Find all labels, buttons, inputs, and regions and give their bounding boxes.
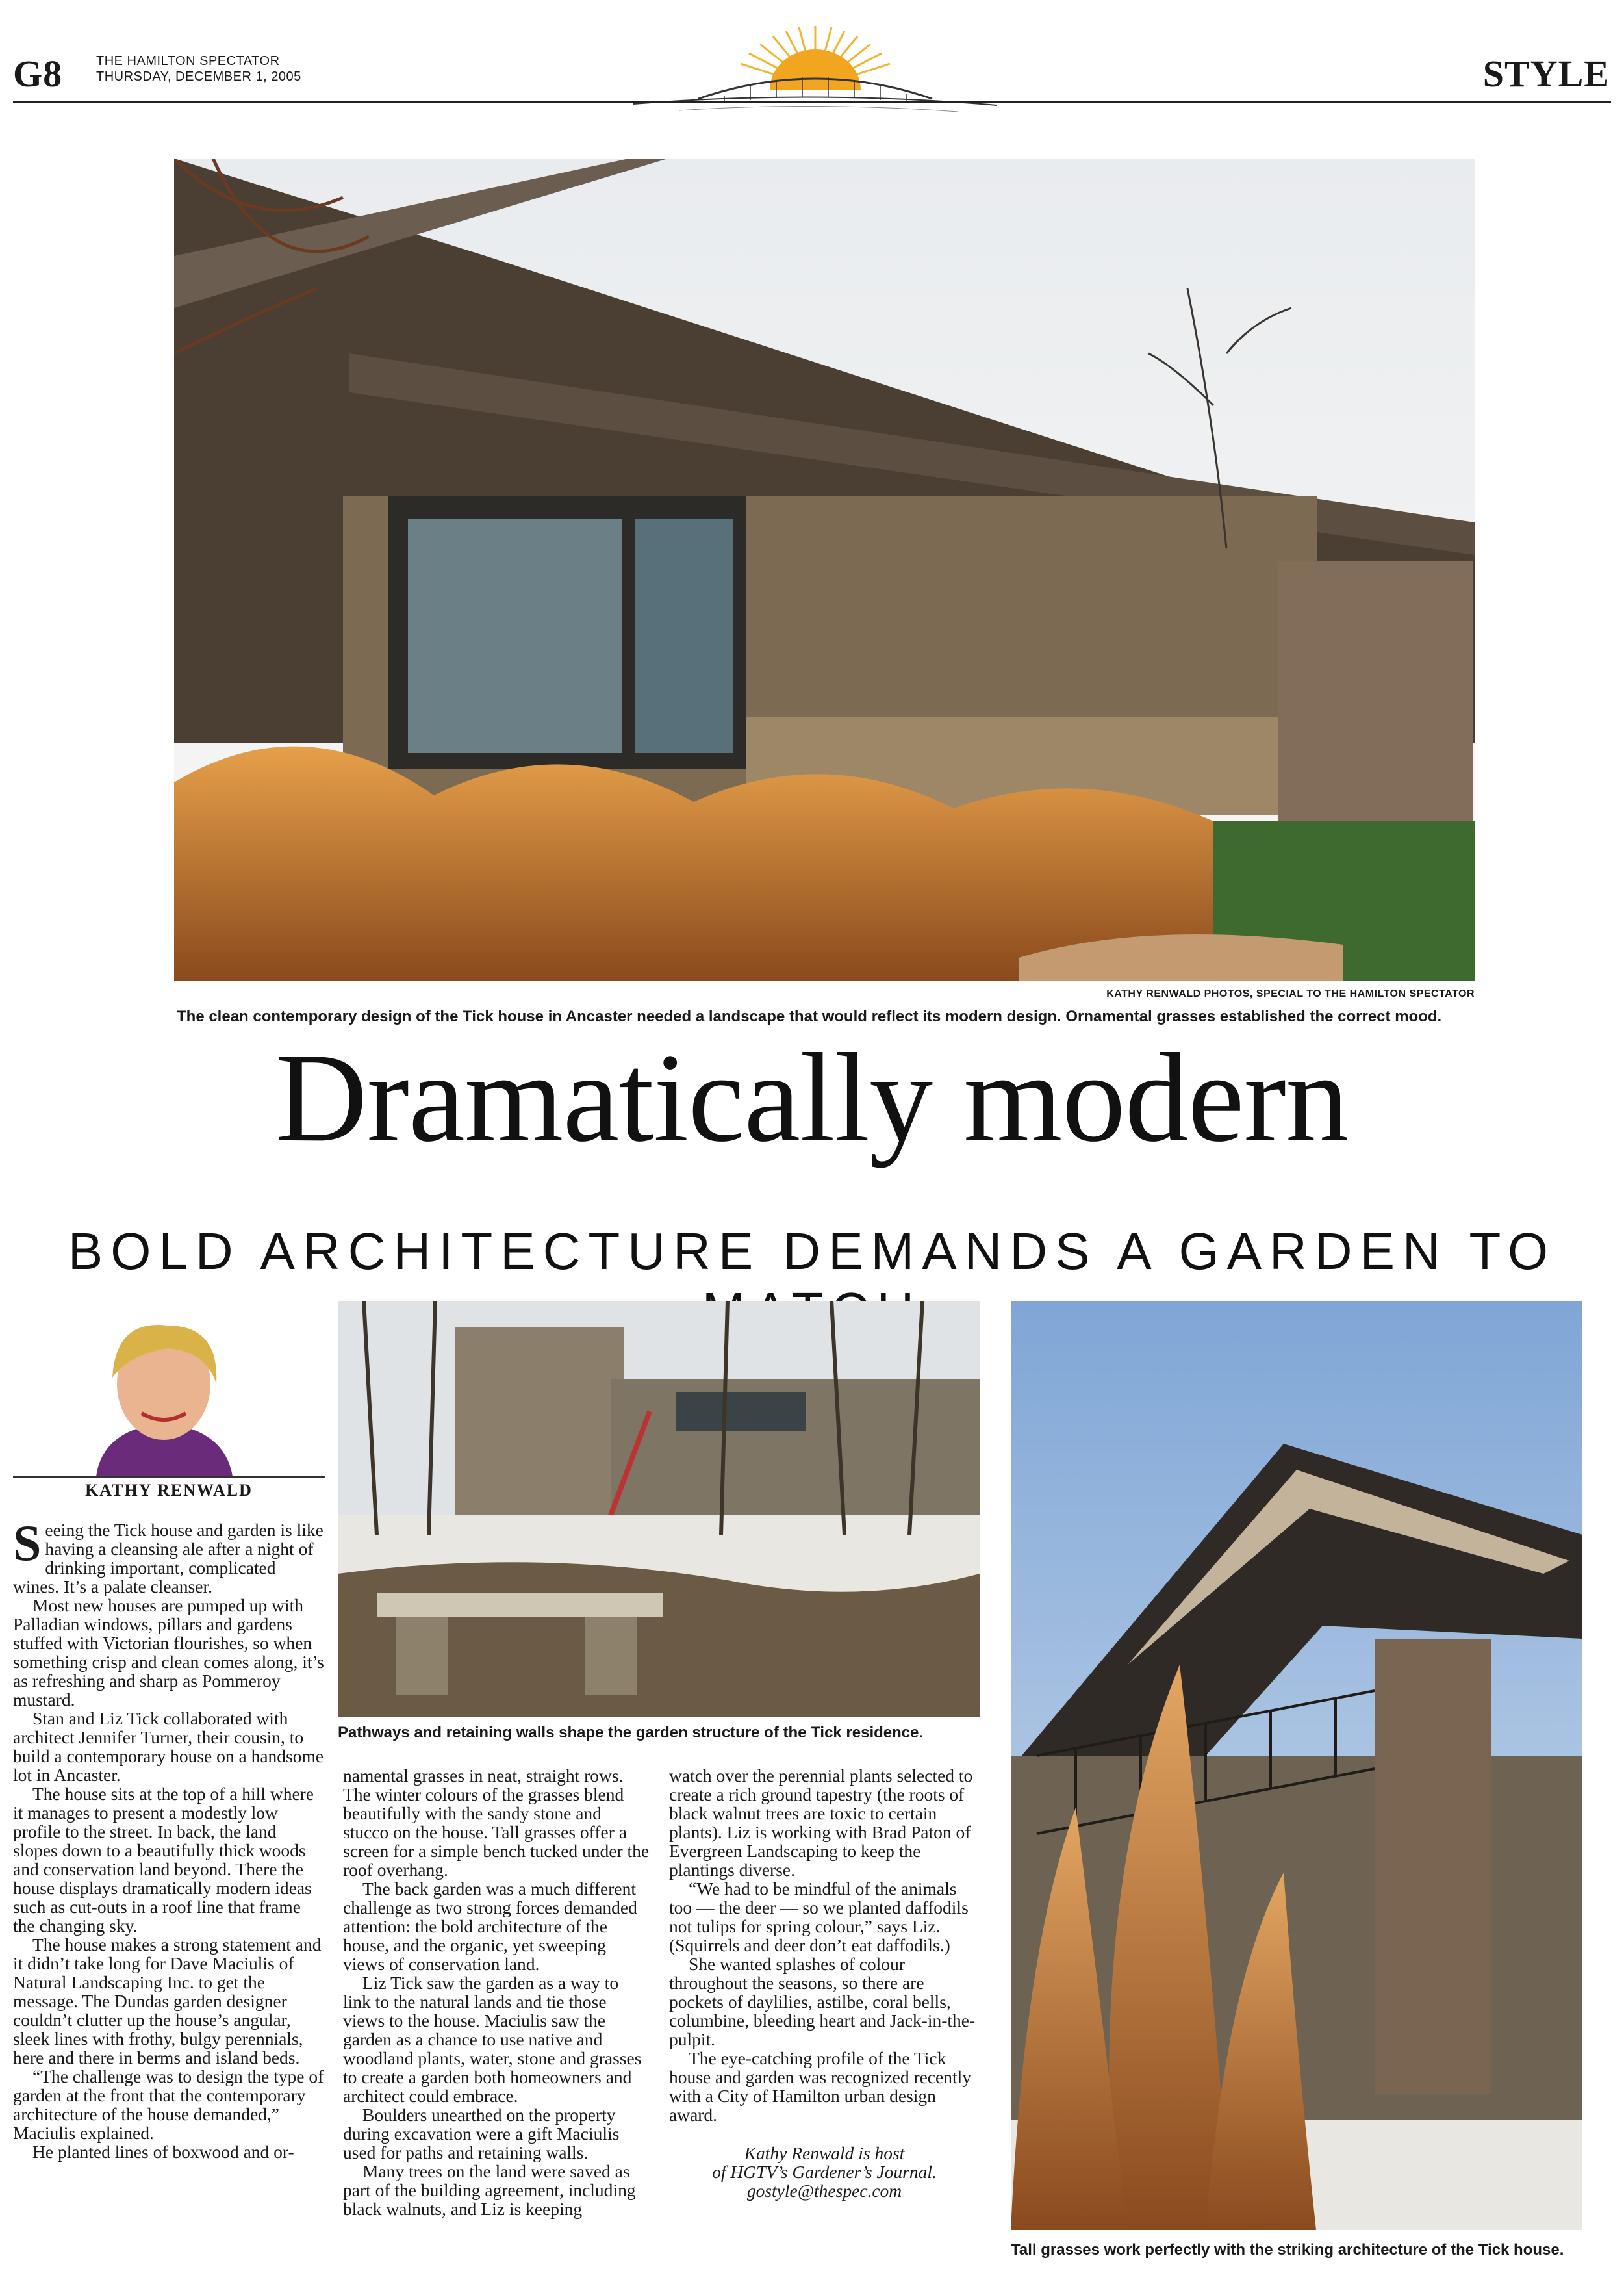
header-rule bbox=[13, 101, 1611, 103]
article-paragraph: He planted lines of boxwood and or- bbox=[32, 2142, 294, 2162]
article-paragraph: watch over the perennial plants selected to create a rich ground tapestry (the roots of black walnut trees are toxic to certain plants). Liz is working with Brad Paton of Evergreen Landscaping to keep the plantings diverse. bbox=[669, 1765, 973, 1880]
article-paragraph: Liz Tick saw the garden as a way to link to the natural lands and tie those views to the house. Maciulis saw the garden as a chance to use native and woodland plants, water, stone and grasses to create a garden both homeowners and architect could embrace. bbox=[343, 1973, 642, 2106]
section-name: STYLE bbox=[1482, 53, 1610, 95]
columnist-headshot bbox=[77, 1306, 251, 1476]
article-paragraph: Many trees on the land were saved as part of the building agreement, including black walnuts, and Liz is keeping bbox=[343, 2161, 636, 2219]
house-front-photo bbox=[174, 159, 1475, 981]
article-paragraph: “We had to be mindful of the animals too — the deer — so we planted daffodils not tulips for spring colour,” says Liz. (Squirrels and deer don’t eat daffodils.) bbox=[669, 1878, 969, 1955]
headline: Dramatically modern bbox=[275, 1027, 1349, 1168]
article-column-3 bbox=[669, 1766, 980, 2200]
tagline-line: Kathy Renwald is host bbox=[744, 2143, 905, 2163]
article-paragraph: namental grasses in neat, straight rows. The winter colours of the grasses blend beautifully with the sandy stone and stucco on the house. Tall grasses offer a screen for a simple bench tucked under the roof overhang. bbox=[343, 1765, 650, 1880]
issue-date: THURSDAY, DECEMBER 1, 2005 bbox=[96, 70, 301, 84]
tall-grasses-photo bbox=[1011, 1301, 1582, 2230]
tagline-line: of HGTV’s Gardener’s Journal. bbox=[712, 2162, 937, 2182]
paper-dateline bbox=[96, 53, 301, 84]
deck-subheadline: BOLD ARCHITECTURE DEMANDS A GARDEN TO bbox=[68, 1222, 1556, 1280]
top-photo-caption: The clean contemporary design of the Tick house in Ancaster needed a landscape that would reflect its modern design. Ornamental grasses established the correct mood. bbox=[177, 1008, 1442, 1025]
article-column-2 bbox=[343, 1766, 650, 2218]
article-paragraph: Most new houses are pumped up with Palladian windows, pillars and gardens stuffed with Victorian flourishes, so when something crisp and clean comes along, it’s as refreshing and sharp as Pommeroy mustard. bbox=[13, 1595, 324, 1710]
middle-photo-caption: Pathways and retaining walls shape the garden structure of the Tick residence. bbox=[338, 1724, 924, 1741]
article-paragraph: “The challenge was to design the type of garden at the front that the contemporary architecture of the house demanded,” Maciulis explained. bbox=[13, 2066, 324, 2143]
article-paragraph: The house makes a strong statement and it didn’t take long for Dave Maciulis of Natural Landscaping Inc. to get the message. The Dundas garden designer couldn’t clutter up the house’s angular, sleek lines with frothy, bulgy perennials, here and there in berms and island beds. bbox=[13, 1934, 322, 2068]
article-paragraph: The house sits at the top of a hill where it manages to present a modestly low profile to the street. In back, the land slopes down to a beautifully thick woods and conservation land beyond. There the house displays dramatically modern ideas such as cut-outs in a roof line that frame the changing sky. bbox=[13, 1784, 314, 1936]
article-paragraph: The eye-catching profile of the Tick house and garden was recognized recently with a City of Hamilton urban design award. bbox=[669, 2048, 972, 2125]
page-number: G8 bbox=[13, 53, 63, 95]
right-photo-caption: Tall grasses work perfectly with the striking architecture of the Tick house. bbox=[1011, 2241, 1564, 2259]
article-paragraph: She wanted splashes of colour throughout the seasons, so there are pockets of daylilies, astilbe, coral bells, columbine, bleeding heart and Jack-in-the-pulpit. bbox=[669, 1954, 976, 2049]
byline: KATHY RENWALD bbox=[13, 1476, 325, 1504]
article-paragraph: Stan and Liz Tick collaborated with architect Jennifer Turner, their cousin, to build a contemporary house on a handsome lot in Ancaster. bbox=[13, 1708, 324, 1785]
paper-name: THE HAMILTON SPECTATOR bbox=[96, 54, 280, 68]
back-garden-photo bbox=[338, 1301, 980, 1717]
article-column-1 bbox=[13, 1515, 325, 2162]
article-paragraph: Boulders unearthed on the property during excavation were a gift Maciulis used for paths and retaining walls. bbox=[343, 2105, 620, 2162]
author-tagline bbox=[669, 2144, 980, 2200]
drop-cap: S bbox=[13, 1515, 42, 1571]
photo-credit: KATHY RENWALD PHOTOS, SPECIAL TO THE HAMILTON SPECTATOR bbox=[1106, 988, 1475, 999]
article-paragraph: eeing the Tick house and garden is like having a cleansing ale after a night of drinking important, complicated wines. It’s a palate cleanser. bbox=[13, 1520, 324, 1596]
article-paragraph: The back garden was a much different challenge as two strong forces demanded attention: the bold architecture of the house, and the organic, yet sweeping views of conservation land. bbox=[343, 1878, 637, 1974]
author-email[interactable]: gostyle@thespec.com bbox=[746, 2181, 902, 2201]
